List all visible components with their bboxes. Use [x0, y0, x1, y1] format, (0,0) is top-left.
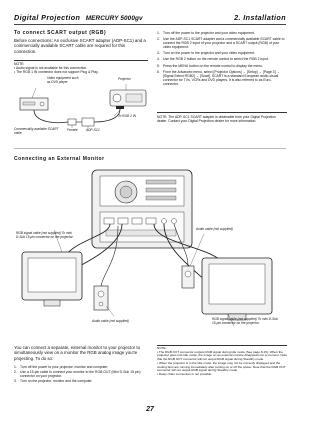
- step-item: 1. Turn off the power to your projector, monitor and computer.: [14, 365, 109, 369]
- section-title: 2. Installation: [234, 13, 286, 22]
- step-item: 3. Turn on the power to the projector and your video equipment.: [157, 51, 255, 56]
- monitor-steps: [14, 365, 146, 383]
- scart-intro: Before connections: An exclusive SCART adapter (ADP-SC1) and a commercially available SCART cable are required for this connection.: [14, 38, 146, 54]
- scart-cable-label: Commercially available SCART cable: [14, 127, 59, 135]
- page-number: 27: [146, 406, 154, 413]
- header-rule: [14, 24, 286, 25]
- step-item: 2. Use the ADP-SC1 SCART adapter and a commercially available SCART cable to connect the RGB 2 input of your projector and a SCART output (RGB) of your video equipment.: [157, 37, 285, 50]
- rgb-cable-left-label: RGB signal cable (not supplied) To mini D-Sub 15-pin connector on the projector.: [16, 231, 74, 239]
- adapter-label: ADP-SC1: [86, 128, 100, 132]
- scart-note: [14, 60, 148, 74]
- monitor-intro: You can connect a separate, external monitor to your projector to simultaneously view on a monitor the RGB analog image you're projecting. To do so:: [14, 345, 141, 361]
- adapter-note: NOTE: The ADP-SC1 SCART adapter is obtainable from your Digital Projection dealer. Contact your Digital Projection dealer for more information.: [157, 112, 287, 123]
- note-line: • When the projector is in the Idle mode, the image may not be correctly displayed and the cooling fans are running immediately after turning on or off the power. Note that the RGB OUT connector will not output RGB signal during Standby mode.: [157, 360, 286, 373]
- note-line: • The RGB OUT connector outputs RGB signal during idle mode (See page 8-15). When the projector goes into idle mode, the image on an external monitor disappears for a moment. Note that the RGB OUT connector will not output RGB signal during Standby mode.: [157, 349, 288, 362]
- projector-label: Projector: [118, 77, 131, 81]
- rgb-in-label: To RGB 2 IN: [118, 114, 136, 118]
- brand-name: MERCURY 5000gv: [85, 15, 143, 22]
- step-item: 1. Turn off the power to the projector and your video equipment.: [157, 31, 255, 35]
- monitor-heading: Connecting an External Monitor: [14, 156, 105, 162]
- step-item: 6. From the Advanced menu, select [Projector Options] → [Setup] → [Page 3] → [Signal Select RGB2] → [Scart]. SCART is a standard European audio-visual connector for TVs, VCRs and DVD players. It is also referred to as Euro-connector.: [157, 69, 280, 86]
- monitor-notes: [157, 345, 287, 377]
- audio-cable-right-label: Audio cable (not supplied): [196, 227, 233, 231]
- note-line: • Daisy chain connection is not possible.: [157, 371, 213, 376]
- rgb-cable-right-label: RGB signal cable (not supplied) To mini D-Sub 15-pin connector on the projector.: [212, 317, 278, 325]
- audio-cable-left-label: Audio cable (not supplied): [92, 319, 129, 323]
- note-line: • The RGB 1 IN connector does not support Plug & Play.: [14, 70, 99, 75]
- section-divider: [14, 148, 286, 149]
- female-label: Female: [67, 128, 78, 132]
- scart-connection-diagram: [14, 76, 150, 134]
- page-header: [14, 13, 286, 23]
- step-item: 2. Use a 15-pin cable to connect your monitor to the RGB OUT (Mini D-Sub 15 pin) connector on your projector.: [14, 370, 141, 379]
- step-item: 4. Use the RGB 2 button on the remote control to select the RGB 2 input.: [157, 57, 269, 62]
- note-label: NOTE:: [14, 62, 25, 66]
- scart-heading: To connect SCART output (RGB): [14, 30, 107, 36]
- scart-steps: [157, 31, 287, 86]
- step-item: 5. Press the MENU button on the remote control to display the menu.: [157, 63, 263, 68]
- note-line: • Audio signal is not available for this connection.: [14, 66, 88, 71]
- note-label: NOTE:: [157, 346, 167, 350]
- step-item: 3. Turn on the projector, monitor and the computer.: [14, 379, 93, 384]
- header-title: Digital Projection: [14, 13, 81, 22]
- video-equipment-label: Video equipment such as DVD player: [47, 76, 79, 84]
